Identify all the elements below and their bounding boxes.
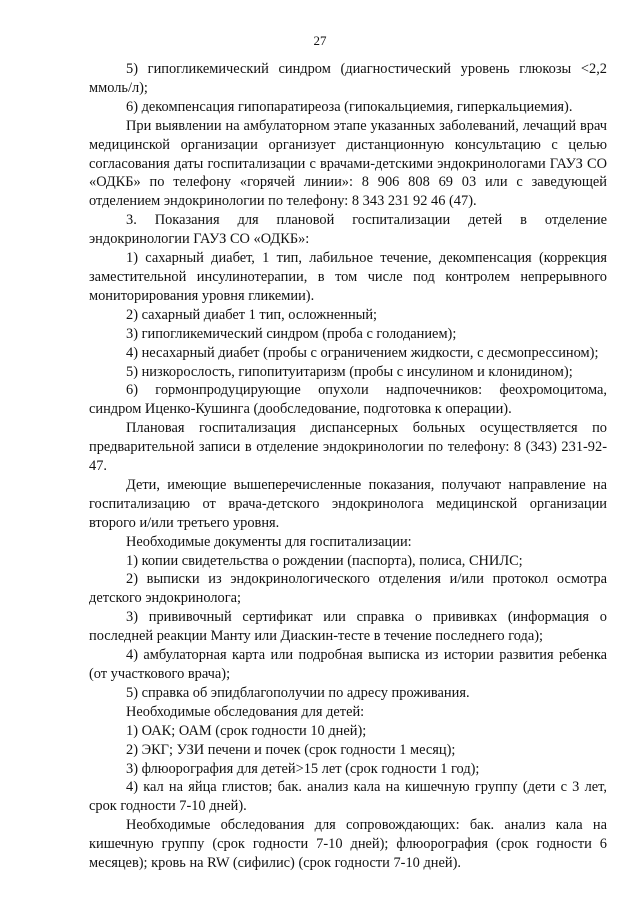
paragraph: Необходимые обследования для детей:: [126, 703, 365, 720]
paragraph: 6) декомпенсация гипопаратиреоза (гипокальциемия, гиперкальциемия).: [126, 98, 573, 115]
paragraph: 5) гипогликемический синдром (диагностический уровень глюкозы <2,2 ммоль/л);: [89, 61, 607, 96]
paragraph: 3) гипогликемический синдром (проба с голоданием);: [126, 325, 457, 342]
paragraph: 5) низкорослость, гипопитуитаризм (пробы с инсулином и клонидином);: [126, 363, 573, 380]
paragraph: 5) справка об эпидблагополучии по адресу проживания.: [126, 684, 470, 701]
paragraph: 1) копии свидетельства о рождении (паспорта), полиса, СНИЛС;: [126, 552, 523, 569]
paragraph: 3. Показания для плановой госпитализации детей в отделение эндокринологии ГАУЗ СО «ОДКБ»:: [89, 212, 607, 248]
paragraph: 6) гормонпродуцирующие опухоли надпочечников: феохромоцитома, синдром Иценко-Кушинга (дообследование, подготовка к операции).: [89, 382, 607, 418]
page-number: 27: [313, 33, 327, 48]
paragraph: Плановая госпитализация диспансерных больных осуществляется по предварительной записи в отделение эндокринологии по телефону: 8 (343) 231-92-47.: [89, 420, 607, 475]
paragraph: 4) кал на яйца глистов; бак. анализ кала на кишечную группу (дети с 3 лет, срок годности 7-10 дней).: [89, 779, 607, 815]
document-body: [89, 60, 607, 873]
paragraph: 1) ОАК; ОАМ (срок годности 10 дней);: [126, 722, 367, 739]
paragraph: 1) сахарный диабет, 1 тип, лабильное течение, декомпенсация (коррекция заместительной инсулинотерапии, в том числе под контролем непрерывного мониторирования уровня гликемии).: [89, 250, 607, 304]
paragraph: 2) выписки из эндокринологического отделения и/или протокол осмотра детского эндокринолога;: [89, 571, 607, 607]
paragraph: При выявлении на амбулаторном этапе указанных заболеваний, лечащий врач медицинской организации организует дистанционную консультацию с целью согласования даты госпитализации с врачами-детскими эндокринологами ГАУЗ СО «ОДКБ» по телефону «горячей линии»: 8 906 808 69 03 или с заведующей отделением эндокринологии по телефону: 8 343 231 92 46 (47).: [89, 117, 607, 210]
paragraph: Необходимые документы для госпитализации:: [126, 533, 412, 550]
paragraph: 3) флюорография для детей>15 лет (срок годности 1 год);: [126, 760, 480, 777]
paragraph: 3) прививочный сертификат или справка о прививках (информация о последней реакции Манту или Диаскин-тесте в течение последнего года);: [89, 609, 607, 645]
paragraph: 2) ЭКГ; УЗИ печени и почек (срок годности 1 месяц);: [126, 741, 456, 758]
paragraph: Необходимые обследования для сопровождающих: бак. анализ кала на кишечную группу (срок годности 7-10 дней); флюорография (срок годности 6 месяцев); кровь на RW (сифилис) (срок годности 7-10 дней).: [89, 817, 607, 872]
paragraph: 2) сахарный диабет 1 тип, осложненный;: [126, 306, 378, 323]
paragraph: 4) амбулаторная карта или подробная выписка из истории развития ребенка (от участкового врача);: [89, 647, 607, 682]
paragraph: Дети, имеющие вышеперечисленные показания, получают направление на госпитализацию от врача-детского эндокринолога медицинской организации второго и/или третьего уровня.: [89, 476, 607, 531]
paragraph: 4) несахарный диабет (пробы с ограничением жидкости, с десмопрессином);: [126, 344, 599, 361]
